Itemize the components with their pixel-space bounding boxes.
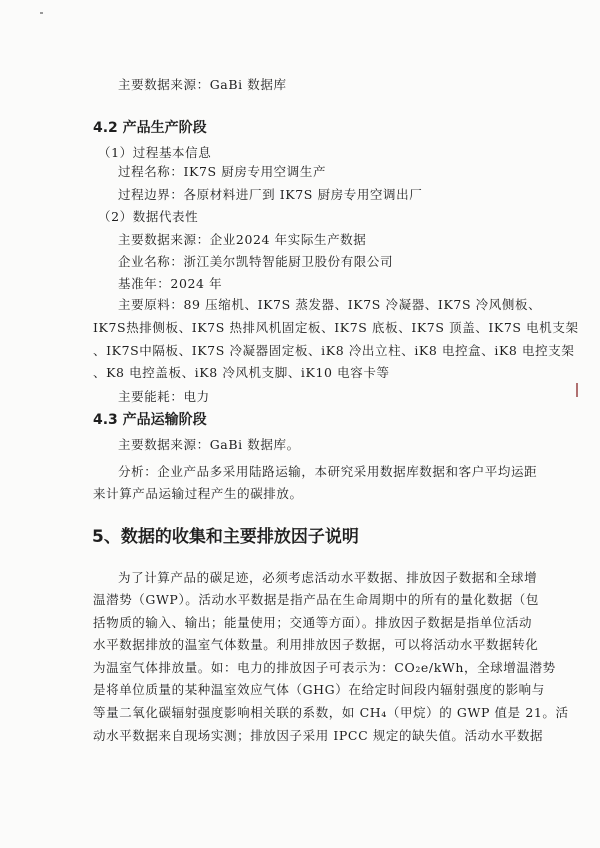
- materials-line: IK7S热排侧板、IK7S 热排风机固定板、IK7S 底板、IK7S 顶盖、IK7S 电机支架: [93, 320, 579, 335]
- energy: 主要能耗：电力: [118, 389, 210, 404]
- base-year: 基准年：2024 年: [118, 276, 223, 291]
- analysis-line: 来计算产品运输过程产生的碳排放。: [93, 486, 303, 501]
- process-name: 过程名称：IK7S 厨房专用空调生产: [118, 164, 327, 179]
- paragraph-line: 动水平数据来自现场实测；排放因子采用 IPCC 规定的缺失值。活动水平数据: [93, 728, 544, 743]
- subheading-process-info: （1）过程基本信息: [98, 145, 212, 160]
- paragraph-line: 等量二氧化碳辐射强度影响相关联的系数，如 CH₄（甲烷）的 GWP 值是 21。活: [93, 705, 569, 720]
- scan-speck: [40, 12, 43, 14]
- paragraph-line: 为温室气体排放量。如：电力的排放因子可表示为：CO₂e/kWh，全球增温潜势: [93, 660, 556, 675]
- paragraph-line: 水平数据排放的温室气体数量。利用排放因子数据，可以将活动水平数据转化: [93, 637, 539, 652]
- transport-source: 主要数据来源：GaBi 数据库。: [118, 437, 300, 452]
- heading-5: 5、数据的收集和主要排放因子说明: [92, 527, 359, 547]
- materials-line: 、K8 电控盖板、iK8 冷风机支脚、iK10 电容卡等: [93, 365, 390, 380]
- materials-line: 、IK7S中隔板、IK7S 冷凝器固定板、iK8 冷出立柱、iK8 电控盒、iK8 电控支架: [93, 343, 575, 358]
- heading-4-3: 4.3 产品运输阶段: [93, 412, 207, 428]
- source-4-1: 主要数据来源：GaBi 数据库: [118, 77, 287, 92]
- company-name: 企业名称：浙江美尔凯特智能厨卫股份有限公司: [118, 254, 394, 269]
- paragraph-line: 括物质的输入、输出；能量使用；交通等方面）。排放因子数据是指单位活动: [93, 615, 533, 630]
- analysis-line: 分析：企业产品多采用陆路运输，本研究采用数据库数据和客户平均运距: [118, 464, 538, 479]
- subheading-data-representativeness: （2）数据代表性: [98, 209, 199, 224]
- paragraph-line: 是将单位质量的某种温室效应气体（GHG）在给定时间段内辐射强度的影响与: [93, 682, 545, 697]
- paragraph-line: 为了计算产品的碳足迹，必须考虑活动水平数据、排放因子数据和全球增: [118, 570, 538, 585]
- materials-line: 主要原料：89 压缩机、IK7S 蒸发器、IK7S 冷凝器、IK7S 冷风侧板、: [118, 297, 542, 312]
- heading-4-2: 4.2 产品生产阶段: [93, 120, 207, 136]
- data-source: 主要数据来源：企业2024 年实际生产数据: [118, 232, 367, 247]
- paragraph-line: 温潜势（GWP）。活动水平数据是指产品在生命周期中的所有的量化数据（包: [93, 592, 539, 607]
- scan-mark: [576, 383, 578, 397]
- process-boundary: 过程边界：各原材料进厂到 IK7S 厨房专用空调出厂: [118, 187, 423, 202]
